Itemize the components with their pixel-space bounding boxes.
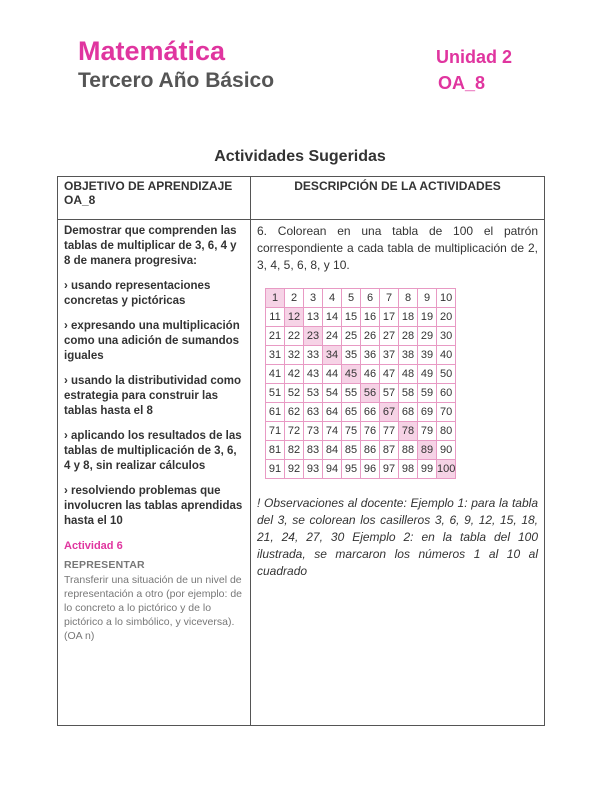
- grid-cell: 29: [418, 327, 437, 346]
- grid-cell: 69: [418, 403, 437, 422]
- grid-cell: 9: [418, 289, 437, 308]
- grid-cell: 14: [323, 308, 342, 327]
- grid-cell: 84: [323, 441, 342, 460]
- grid-cell: 47: [380, 365, 399, 384]
- objective-item: › resolviendo problemas que involucren las tablas aprendidas hasta el 10: [64, 485, 243, 527]
- document-header-right: [436, 46, 512, 94]
- grid-cell: 57: [380, 384, 399, 403]
- grid-cell: 74: [323, 422, 342, 441]
- grid-cell: 59: [418, 384, 437, 403]
- grid-cell: 52: [285, 384, 304, 403]
- grid-cell: 42: [285, 365, 304, 384]
- grid-cell: 7: [380, 289, 399, 308]
- objective-column-header: OBJETIVO DE APRENDIZAJE OA_8: [58, 177, 251, 220]
- grid-row: [266, 289, 456, 308]
- grid-cell: 73: [304, 422, 323, 441]
- teacher-note: ! Observaciones al docente: Ejemplo 1: para la tabla del 3, se colorean los casilleros 3, 6, 9, 12, 15, 18, 21, 24, 27, 30 Ejemplo 2: en la tabla del 100 ilustrada, se marcaron los números 1 al 10 al cuadrado: [257, 496, 538, 578]
- grid-cell: 2: [285, 289, 304, 308]
- grid-row: [266, 441, 456, 460]
- grid-cell: 37: [380, 346, 399, 365]
- objective-cell: [58, 220, 251, 726]
- grid-cell: 48: [399, 365, 418, 384]
- grid-cell: 100: [437, 460, 456, 479]
- grid-cell: 16: [361, 308, 380, 327]
- grid-cell: 35: [342, 346, 361, 365]
- grid-cell: 1: [266, 289, 285, 308]
- grid-cell: 56: [361, 384, 380, 403]
- grid-row: [266, 346, 456, 365]
- table-header-row: [58, 177, 545, 220]
- grid-row: [266, 460, 456, 479]
- grid-row: [266, 327, 456, 346]
- grid-cell: 87: [380, 441, 399, 460]
- grid-cell: 34: [323, 346, 342, 365]
- grid-cell: 75: [342, 422, 361, 441]
- grid-cell: 67: [380, 403, 399, 422]
- oa-label: OA_8: [438, 73, 486, 93]
- grid-cell: 89: [418, 441, 437, 460]
- grid-cell: 22: [285, 327, 304, 346]
- grid-cell: 99: [418, 460, 437, 479]
- grid-cell: 55: [342, 384, 361, 403]
- objective-intro: Demostrar que comprenden las tablas de multiplicar de 3, 6, 4 y 8 de manera progresiva:: [64, 225, 237, 267]
- grid-cell: 93: [304, 460, 323, 479]
- grid-cell: 92: [285, 460, 304, 479]
- grid-cell: 39: [418, 346, 437, 365]
- grid-cell: 20: [437, 308, 456, 327]
- grid-cell: 28: [399, 327, 418, 346]
- activity-subtitle: REPRESENTAR: [64, 559, 145, 571]
- grid-cell: 46: [361, 365, 380, 384]
- grid-cell: 83: [304, 441, 323, 460]
- grid-cell: 85: [342, 441, 361, 460]
- grid-cell: 8: [399, 289, 418, 308]
- grid-cell: 65: [342, 403, 361, 422]
- grid-cell: 19: [418, 308, 437, 327]
- table-row: [58, 220, 545, 726]
- grade-title: Tercero Año Básico: [78, 69, 275, 92]
- grid-cell: 6: [361, 289, 380, 308]
- grid-cell: 60: [437, 384, 456, 403]
- grid-cell: 27: [380, 327, 399, 346]
- grid-cell: 66: [361, 403, 380, 422]
- grid-row: [266, 403, 456, 422]
- grid-cell: 76: [361, 422, 380, 441]
- grid-cell: 94: [323, 460, 342, 479]
- objective-item: › aplicando los resultados de las tablas de multiplicación de 3, 6, 4 y 8, sin realizar cálculos: [64, 430, 242, 472]
- grid-cell: 24: [323, 327, 342, 346]
- document-header-left: [78, 36, 274, 94]
- grid-cell: 30: [437, 327, 456, 346]
- grid-cell: 70: [437, 403, 456, 422]
- description-column-header: DESCRIPCIÓN DE LA ACTIVIDADES: [251, 177, 545, 220]
- grid-cell: 98: [399, 460, 418, 479]
- grid-cell: 33: [304, 346, 323, 365]
- grid-cell: 91: [266, 460, 285, 479]
- section-title: Actividades Sugeridas: [214, 148, 386, 165]
- grid-cell: 64: [323, 403, 342, 422]
- activity-title: Actividad 6: [64, 540, 123, 552]
- grid-cell: 50: [437, 365, 456, 384]
- grid-cell: 62: [285, 403, 304, 422]
- grid-cell: 88: [399, 441, 418, 460]
- grid-cell: 45: [342, 365, 361, 384]
- grid-cell: 81: [266, 441, 285, 460]
- grid-cell: 95: [342, 460, 361, 479]
- grid-cell: 49: [418, 365, 437, 384]
- description-cell: [251, 220, 545, 726]
- objective-item: › usando representaciones concretas y pictóricas: [64, 280, 211, 307]
- activities-table: [57, 176, 545, 726]
- activity-description: 6. Colorean en una tabla de 100 el patrón correspondiente a cada tabla de multiplicación de 2, 3, 4, 5, 6, 8, y 10.: [257, 224, 538, 272]
- grid-cell: 53: [304, 384, 323, 403]
- grid-cell: 40: [437, 346, 456, 365]
- grid-cell: 11: [266, 308, 285, 327]
- activity-text: Transferir una situación de un nivel de representación a otro (por ejemplo: de lo concreto a lo pictórico y de lo pictórico a lo simbólico, y viceversa). (OA n): [64, 574, 243, 642]
- grid-cell: 32: [285, 346, 304, 365]
- grid-cell: 61: [266, 403, 285, 422]
- grid-cell: 18: [399, 308, 418, 327]
- grid-cell: 43: [304, 365, 323, 384]
- grid-row: [266, 384, 456, 403]
- grid-cell: 41: [266, 365, 285, 384]
- grid-cell: 90: [437, 441, 456, 460]
- grid-cell: 82: [285, 441, 304, 460]
- grid-cell: 13: [304, 308, 323, 327]
- grid-cell: 78: [399, 422, 418, 441]
- grid-cell: 38: [399, 346, 418, 365]
- grid-cell: 5: [342, 289, 361, 308]
- grid-cell: 21: [266, 327, 285, 346]
- hundred-grid: [265, 288, 456, 479]
- grid-cell: 26: [361, 327, 380, 346]
- grid-cell: 31: [266, 346, 285, 365]
- grid-cell: 97: [380, 460, 399, 479]
- grid-cell: 54: [323, 384, 342, 403]
- grid-cell: 12: [285, 308, 304, 327]
- grid-cell: 71: [266, 422, 285, 441]
- grid-cell: 79: [418, 422, 437, 441]
- grid-cell: 25: [342, 327, 361, 346]
- grid-cell: 44: [323, 365, 342, 384]
- grid-row: [266, 308, 456, 327]
- grid-cell: 68: [399, 403, 418, 422]
- grid-cell: 4: [323, 289, 342, 308]
- grid-cell: 96: [361, 460, 380, 479]
- grid-cell: 58: [399, 384, 418, 403]
- objective-item: › expresando una multiplicación como una adición de sumandos iguales: [64, 320, 240, 362]
- grid-cell: 72: [285, 422, 304, 441]
- grid-row: [266, 365, 456, 384]
- unit-label: Unidad 2: [436, 47, 513, 67]
- grid-cell: 63: [304, 403, 323, 422]
- grid-row: [266, 422, 456, 441]
- grid-cell: 80: [437, 422, 456, 441]
- grid-cell: 15: [342, 308, 361, 327]
- grid-cell: 36: [361, 346, 380, 365]
- subject-title: Matemática: [78, 36, 226, 66]
- grid-cell: 10: [437, 289, 456, 308]
- grid-cell: 51: [266, 384, 285, 403]
- objective-item: › usando la distributividad como estrategia para construir las tablas hasta el 8: [64, 375, 241, 417]
- grid-cell: 86: [361, 441, 380, 460]
- grid-cell: 23: [304, 327, 323, 346]
- grid-cell: 17: [380, 308, 399, 327]
- grid-cell: 3: [304, 289, 323, 308]
- grid-cell: 77: [380, 422, 399, 441]
